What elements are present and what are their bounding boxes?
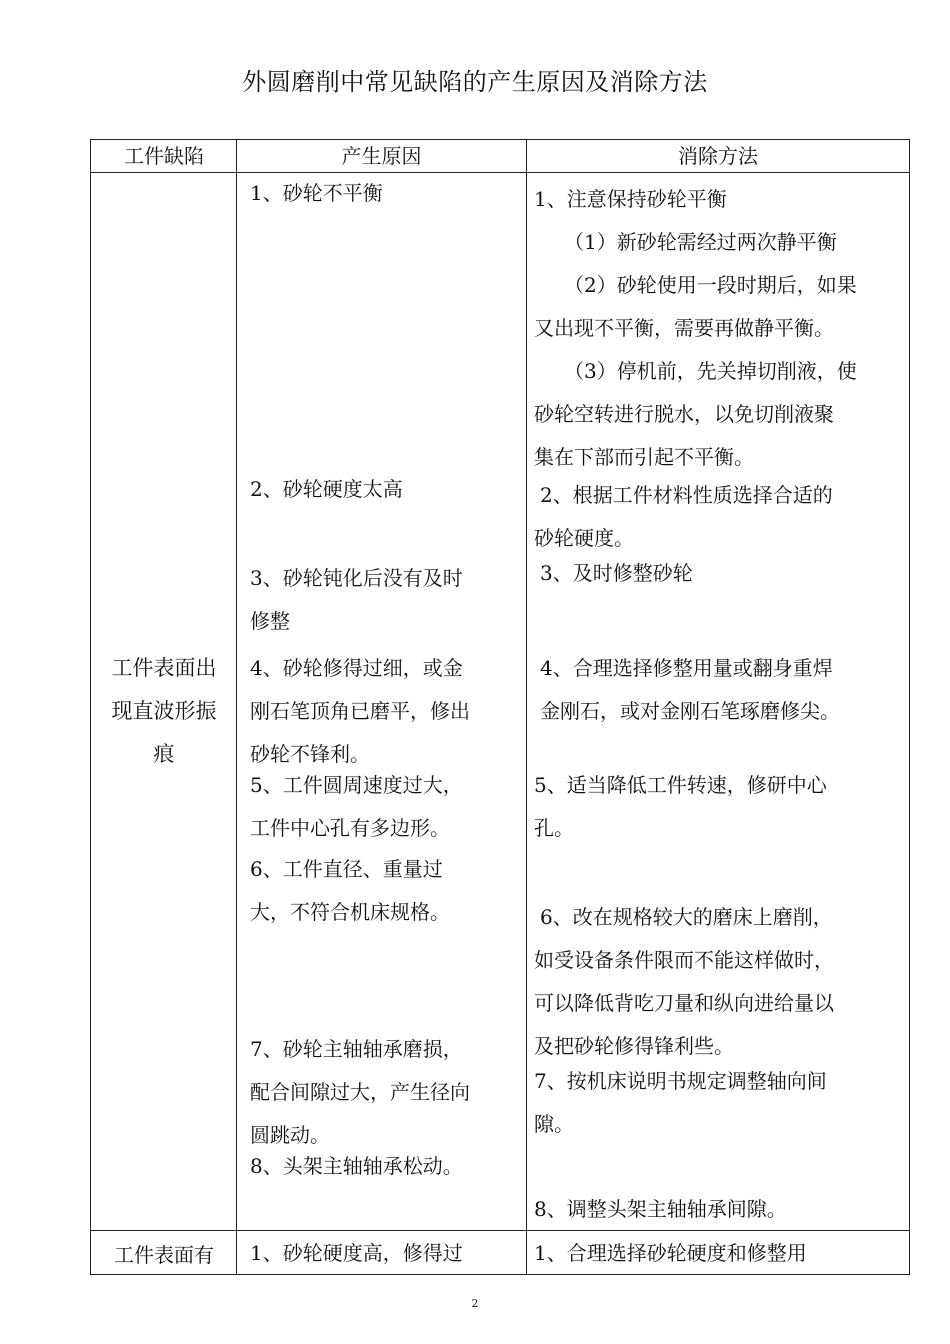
defect-cell: [92, 1240, 236, 1270]
method-item: [534, 474, 833, 560]
column-divider: [526, 139, 527, 1275]
cause-item: [250, 557, 463, 643]
method-line: 又出现不平衡，需要再做静平衡。: [534, 316, 834, 340]
header-cause: 产生原因: [341, 144, 422, 168]
method-line: 6、改在规格较大的磨床上磨削，: [540, 905, 833, 929]
header-method: 消除方法: [678, 144, 758, 168]
method-line: 4、合理选择修整用量或翻身重焊: [540, 656, 833, 680]
cause-item: [250, 468, 403, 511]
cause-line: 大，不符合机床规格。: [250, 900, 450, 924]
cause-line: 砂轮不锋利。: [250, 742, 370, 766]
page-title: 外圆磨削中常见缺陷的产生原因及消除方法: [242, 68, 708, 96]
method-line: 7、按机床说明书规定调整轴向间: [534, 1069, 827, 1093]
cause-item: [250, 1028, 470, 1157]
method-line: （3）停机前，先关掉切削液，使: [564, 359, 857, 383]
cause-item: [250, 848, 450, 934]
method-item: [534, 1060, 827, 1146]
cause-line: 2、砂轮硬度太高: [250, 477, 403, 501]
defect-line: 现直波形振: [111, 699, 217, 723]
method-line: 及把砂轮修得锋利些。: [534, 1034, 734, 1058]
method-line: 可以降低背吃刀量和纵向进给量以: [534, 991, 834, 1015]
method-line: 砂轮硬度。: [534, 526, 634, 550]
method-item: [534, 178, 857, 479]
cause-item: [250, 1145, 463, 1188]
method-line: 1、注意保持砂轮平衡: [534, 187, 727, 211]
cause-item: [250, 172, 383, 215]
cause-line: 刚石笔顶角已磨平，修出: [250, 699, 470, 723]
cause-item: [250, 647, 470, 776]
cause-line: 工件中心孔有多边形。: [250, 816, 450, 840]
method-line: 集在下部而引起不平衡。: [534, 445, 754, 469]
cause-line: 3、砂轮钝化后没有及时: [250, 566, 463, 590]
cause-line: 6、工件直径、重量过: [250, 857, 443, 881]
defect-line: 工件表面出: [111, 656, 217, 680]
method-item: [534, 1232, 807, 1275]
defect-line: 痕: [153, 742, 175, 766]
cause-item: [250, 764, 463, 850]
cause-line: 配合间隙过大，产生径向: [250, 1080, 470, 1104]
column-divider: [236, 139, 237, 1275]
method-line: 2、根据工件材料性质选择合适的: [540, 483, 833, 507]
cause-line: 8、头架主轴轴承松动。: [250, 1154, 463, 1178]
method-item: [534, 896, 834, 1068]
cause-line: 1、砂轮硬度高，修得过: [250, 1241, 463, 1265]
method-item: [534, 647, 840, 733]
method-line: 砂轮空转进行脱水，以免切削液聚: [534, 402, 834, 426]
defect-cell: [92, 647, 236, 776]
cause-line: 4、砂轮修得过细，或金: [250, 656, 463, 680]
defect-line: 工件表面有: [114, 1243, 214, 1267]
header-defect: 工件缺陷: [124, 144, 204, 168]
method-item: [534, 764, 827, 850]
method-line: 如受设备条件限而不能这样做时，: [534, 948, 834, 972]
method-line: 8、调整头架主轴轴承间隙。: [534, 1197, 787, 1221]
method-line: 1、合理选择砂轮硬度和修整用: [534, 1241, 807, 1265]
row-divider: [90, 1230, 910, 1231]
method-line: （1）新砂轮需经过两次静平衡: [564, 230, 837, 254]
method-line: 孔。: [534, 816, 574, 840]
cause-line: 圆跳动。: [250, 1123, 330, 1147]
cause-line: 5、工件圆周速度过大，: [250, 773, 463, 797]
page-number: 2: [471, 1297, 479, 1310]
method-line: 隙。: [534, 1112, 574, 1136]
cause-line: 修整: [250, 609, 290, 633]
method-line: 5、适当降低工件转速，修研中心: [534, 773, 827, 797]
cause-line: 7、砂轮主轴轴承磨损，: [250, 1037, 463, 1061]
method-item: [534, 1188, 787, 1231]
method-line: （2）砂轮使用一段时期后，如果: [564, 273, 857, 297]
cause-line: 1、砂轮不平衡: [250, 181, 383, 205]
method-line: 金刚石，或对金刚石笔琢磨修尖。: [540, 699, 840, 723]
cause-item: [250, 1232, 463, 1275]
method-line: 3、及时修整砂轮: [540, 561, 693, 585]
method-item: [534, 552, 693, 595]
